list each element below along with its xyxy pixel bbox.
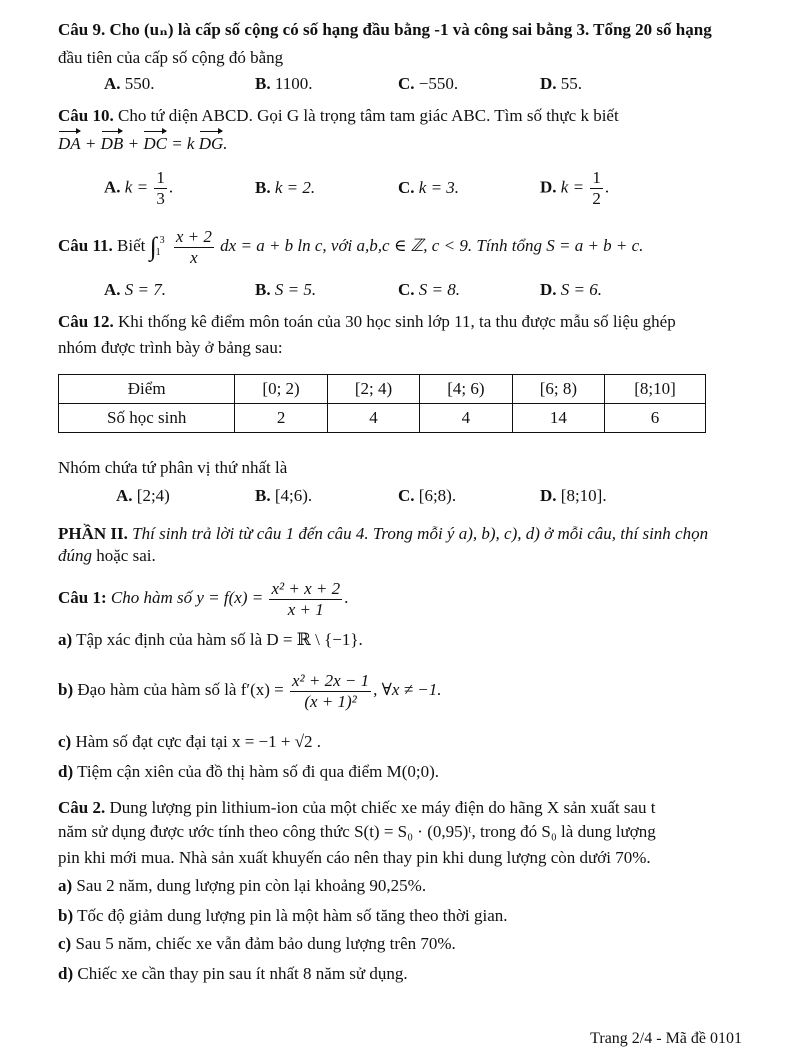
part2-instructions: PHẦN II. Thí sinh trả lời từ câu 1 đến câu 4. Trong mỗi ý a), b), c), d) ở mỗi câu, thí sinh chọn <box>58 524 709 543</box>
q10-option-a: A. k = $\frac{1}{3}$ . <box>104 168 174 208</box>
c2-statement-d: d) Chiếc xe cần thay pin sau ít nhất 8 năm sử dụng. <box>58 964 408 983</box>
c2-line2: năm sử dụng được ước tính theo công thức S(t) = S₀ · (0,95)ᵗ, trong đó S₀ là dung lượng <box>58 822 656 841</box>
table-cell: 4 <box>420 404 512 433</box>
table-cell: [8;10] <box>605 375 706 404</box>
table-cell: 14 <box>512 404 604 433</box>
q11-option-d: D. S = 6. <box>540 280 603 299</box>
q12-question: Nhóm chứa tứ phân vị thứ nhất là <box>58 458 288 477</box>
section-heading: PHẦN II. <box>58 524 128 543</box>
q10-option-c: C. k = 3. <box>398 178 460 197</box>
table-cell: [4; 6) <box>420 375 512 404</box>
c2-statement-b: b) Tốc độ giảm dung lượng pin là một hàm số tăng theo thời gian. <box>58 906 508 925</box>
c2-statement-c: c) Sau 5 năm, chiếc xe vẫn đảm bảo dung lượng trên 70%. <box>58 934 456 953</box>
q9-option-a: A. 550. <box>104 74 155 93</box>
c1-statement-c: c) Hàm số đạt cực đại tại x = −1 + √2 . <box>58 732 322 751</box>
table-row <box>59 375 706 404</box>
q9-text: Câu 9. Cho (uₙ) là cấp số cộng có số hạng đầu bằng -1 và công sai bằng 3. Tổng 20 số hạng <box>58 20 712 39</box>
q12-line1: Câu 12. Khi thống kê điểm môn toán của 30 học sinh lớp 11, ta thu được mẫu số liệu ghép <box>58 312 676 331</box>
q12-line2: nhóm được trình bày ở bảng sau: <box>58 338 283 357</box>
q9-options <box>0 72 800 98</box>
c1-stem: Câu 1: Cho hàm số y = f(x) = $\frac{\text{x² + x + 2}}{x + 1}$ . <box>58 578 349 619</box>
integral-sign: ∫ 3 1 <box>149 232 165 262</box>
q12-options <box>0 484 800 510</box>
q9-line2: đầu tiên của cấp số cộng đó bằng <box>58 48 284 67</box>
q11-option-c: C. S = 8. <box>398 280 461 299</box>
q12-option-c: C. [6;8). <box>398 486 457 505</box>
c1-statement-d: d) Tiệm cận xiên của đồ thị hàm số đi qua điểm M(0;0). <box>58 762 440 781</box>
c1-statement-a: a) Tập xác định của hàm số là D = ℝ \ {−1}. <box>58 630 363 649</box>
table-cell: 6 <box>605 404 706 433</box>
q10-vector-equation: DA + DB + DC = k DG. <box>58 134 228 153</box>
vector-db: DB <box>100 134 124 153</box>
table-cell: 4 <box>327 404 419 433</box>
page-footer: Trang 2/4 - Mã đề 0101 <box>590 1030 742 1047</box>
q10-line1: Câu 10. Cho tứ diện ABCD. Gọi G là trọng tâm tam giác ABC. Tìm số thực k biết <box>58 106 619 125</box>
table-cell: 2 <box>235 404 327 433</box>
q9-option-d: D. 55. <box>540 74 583 93</box>
q12-option-d: D. [8;10]. <box>540 486 607 505</box>
vector-da: DA <box>58 134 81 153</box>
c2-line3: pin khi mới mua. Nhà sản xuất khuyến cáo nên thay pin khi dung lượng còn dưới 70%. <box>58 848 651 867</box>
q9-line1 <box>58 20 712 40</box>
q10-option-d: D. k = $\frac{1}{2}$ . <box>540 168 610 208</box>
q10-option-b: B. k = 2. <box>255 178 316 197</box>
c2-line1: Câu 2. Dung lượng pin lithium-ion của một chiếc xe máy điện do hãng X sản xuất sau t <box>58 798 656 817</box>
table-cell: [6; 8) <box>512 375 604 404</box>
q12-option-b: B. [4;6). <box>255 486 313 505</box>
table-row <box>59 404 706 433</box>
frequency-table <box>58 374 706 433</box>
q11-option-b: B. S = 5. <box>255 280 317 299</box>
q12-option-a: A. [2;4) <box>116 486 170 505</box>
row-header: Số học sinh <box>59 404 235 433</box>
q9-option-b: B. 1100. <box>255 74 313 93</box>
q11-options <box>0 278 800 304</box>
table-cell: [0; 2) <box>235 375 327 404</box>
q10-options <box>0 166 800 214</box>
row-header: Điểm <box>59 375 235 404</box>
q11-option-a: A. S = 7. <box>104 280 167 299</box>
part2-instructions-2: đúng hoặc sai. <box>58 546 156 565</box>
c2-statement-a: a) Sau 2 năm, dung lượng pin còn lại khoảng 90,25%. <box>58 876 427 895</box>
q11-line: Câu 11. Biết ∫ 3 1 $\frac{x + 2}{x}$ dx = a + b ln c, với a,b,c ∈ ℤ, c < 9. Tính tổng S = a + b + c. <box>58 222 643 271</box>
vector-dg: DG <box>198 134 224 153</box>
q9-option-c: C. −550. <box>398 74 459 93</box>
vector-dc: DC <box>143 134 167 153</box>
c1-statement-b: b) Đạo hàm của hàm số là f′(x) = $\frac{\text{x² + 2x − 1}}{\text{(x + 1)²}}$ , ∀x ≠ −1. <box>58 670 442 711</box>
table-cell: [2; 4) <box>327 375 419 404</box>
